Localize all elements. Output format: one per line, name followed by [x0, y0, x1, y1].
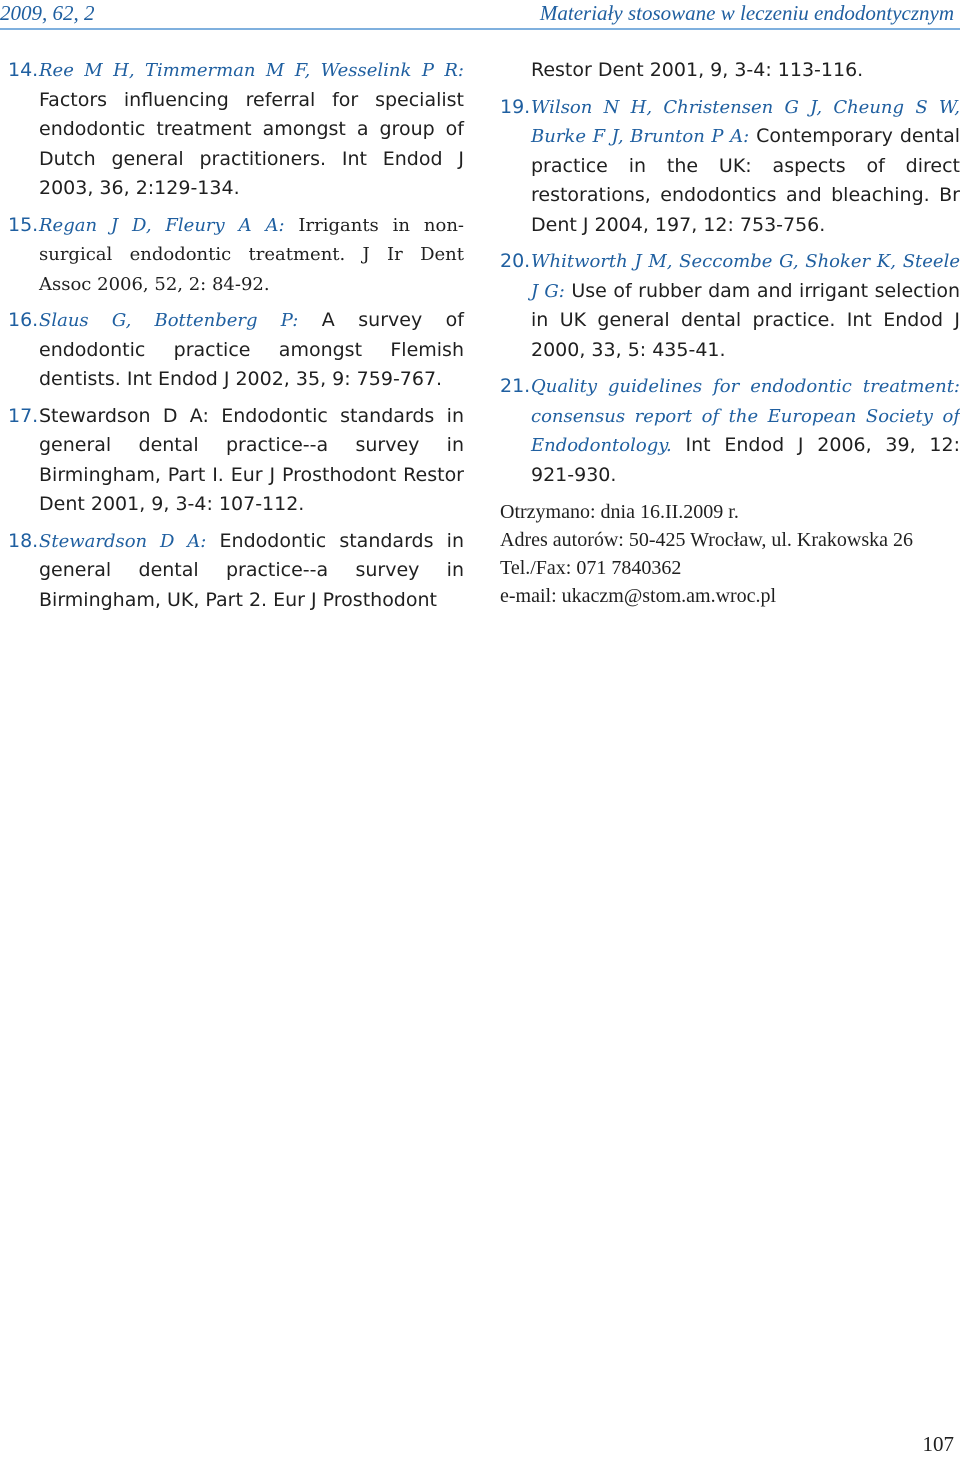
reference-number: 15.: [8, 213, 39, 236]
left-column: [8, 56, 464, 622]
reference-18-continuation: Restor Dent 2001, 9, 3-4: 113-116.: [531, 59, 864, 81]
reference-text: Endodontic standards in general dental practice--a survey in Birmingham, UK, Part 2. Eur J Prosthodont: [39, 529, 465, 611]
page-number: 107: [922, 1432, 954, 1456]
reference-number: 16.: [8, 309, 39, 331]
reference-authors: Quality guidelines for endodontic treatment: consensus report of the European Society of Endodontology.: [531, 376, 960, 456]
reference-authors: Slaus G, Bottenberg P:: [39, 310, 299, 331]
reference-text: A survey of endodontic practice amongst Flemish dentists. Int Endod J 2002, 35, 9: 759-767.: [39, 309, 464, 390]
reference-number: 21.: [500, 375, 531, 397]
reference-number: 19.: [500, 95, 531, 118]
reference-16: [8, 306, 464, 395]
reference-number: 20.: [500, 250, 531, 272]
header-divider: [0, 28, 960, 30]
received-date: Otrzymano: dnia 16.II.2009 r.: [500, 501, 739, 523]
right-column: [500, 56, 960, 610]
reference-text: Int Endod J 2006, 39, 12: 921-930.: [531, 434, 960, 486]
reference-15: [8, 211, 464, 300]
reference-authors: Stewardson D A:: [39, 530, 207, 552]
reference-20: [500, 247, 960, 365]
reference-17: [8, 402, 464, 520]
email: e-mail: ukaczm@stom.am.wroc.pl: [500, 585, 777, 607]
reference-text: Irrigants in non-surgical endodontic treatment. J Ir Dent Assoc 2006, 52, 2: 84-92.: [39, 214, 465, 295]
reference-number: 18.: [8, 529, 39, 552]
phone-fax: Tel./Fax: 071 7840362: [500, 557, 682, 579]
reference-number: 14.: [8, 59, 39, 81]
reference-authors: Whitworth J M, Seccombe G, Shoker K, Steele J G:: [531, 251, 960, 302]
reference-14: [8, 56, 464, 204]
reference-18: [8, 527, 464, 616]
running-header-issue: 2009, 62, 2: [0, 1, 95, 25]
reference-text: Contemporary dental practice in the UK: aspects of direct restorations, endodontics and bleaching. Br Dent J 2004, 197, 12: 753-756.: [531, 125, 960, 236]
reference-19: [500, 93, 960, 241]
running-header-title: Materiały stosowane w leczeniu endodontycznym: [539, 1, 954, 25]
reference-text: Stewardson D A: Endodontic standards in general dental practice--a survey in Birmingham, Part I. Eur J Prosthodont Restor Dent 2001, 9, 3-4: 107-112.: [39, 404, 464, 515]
reference-authors: Ree M H, Timmerman M F, Wesselink P R:: [39, 60, 464, 81]
reference-21: [500, 372, 960, 490]
reference-authors: Regan J D, Fleury A A:: [39, 214, 285, 236]
reference-number: 17.: [8, 404, 39, 427]
author-address: Adres autorów: 50-425 Wrocław, ul. Krakowska 26: [500, 529, 913, 551]
reference-authors: Wilson N H, Christensen G J, Cheung S W, Burke F J, Brunton P A:: [531, 96, 960, 147]
reference-text: Use of rubber dam and irrigant selection in UK general dental practice. Int Endod J 2000, 33, 5: 435-41.: [531, 279, 960, 361]
reference-text: Factors influencing referral for specialist endodontic treatment amongst a group of Dutch general practitioners. Int Endod J 2003, 36, 2:129-134.: [39, 88, 464, 199]
